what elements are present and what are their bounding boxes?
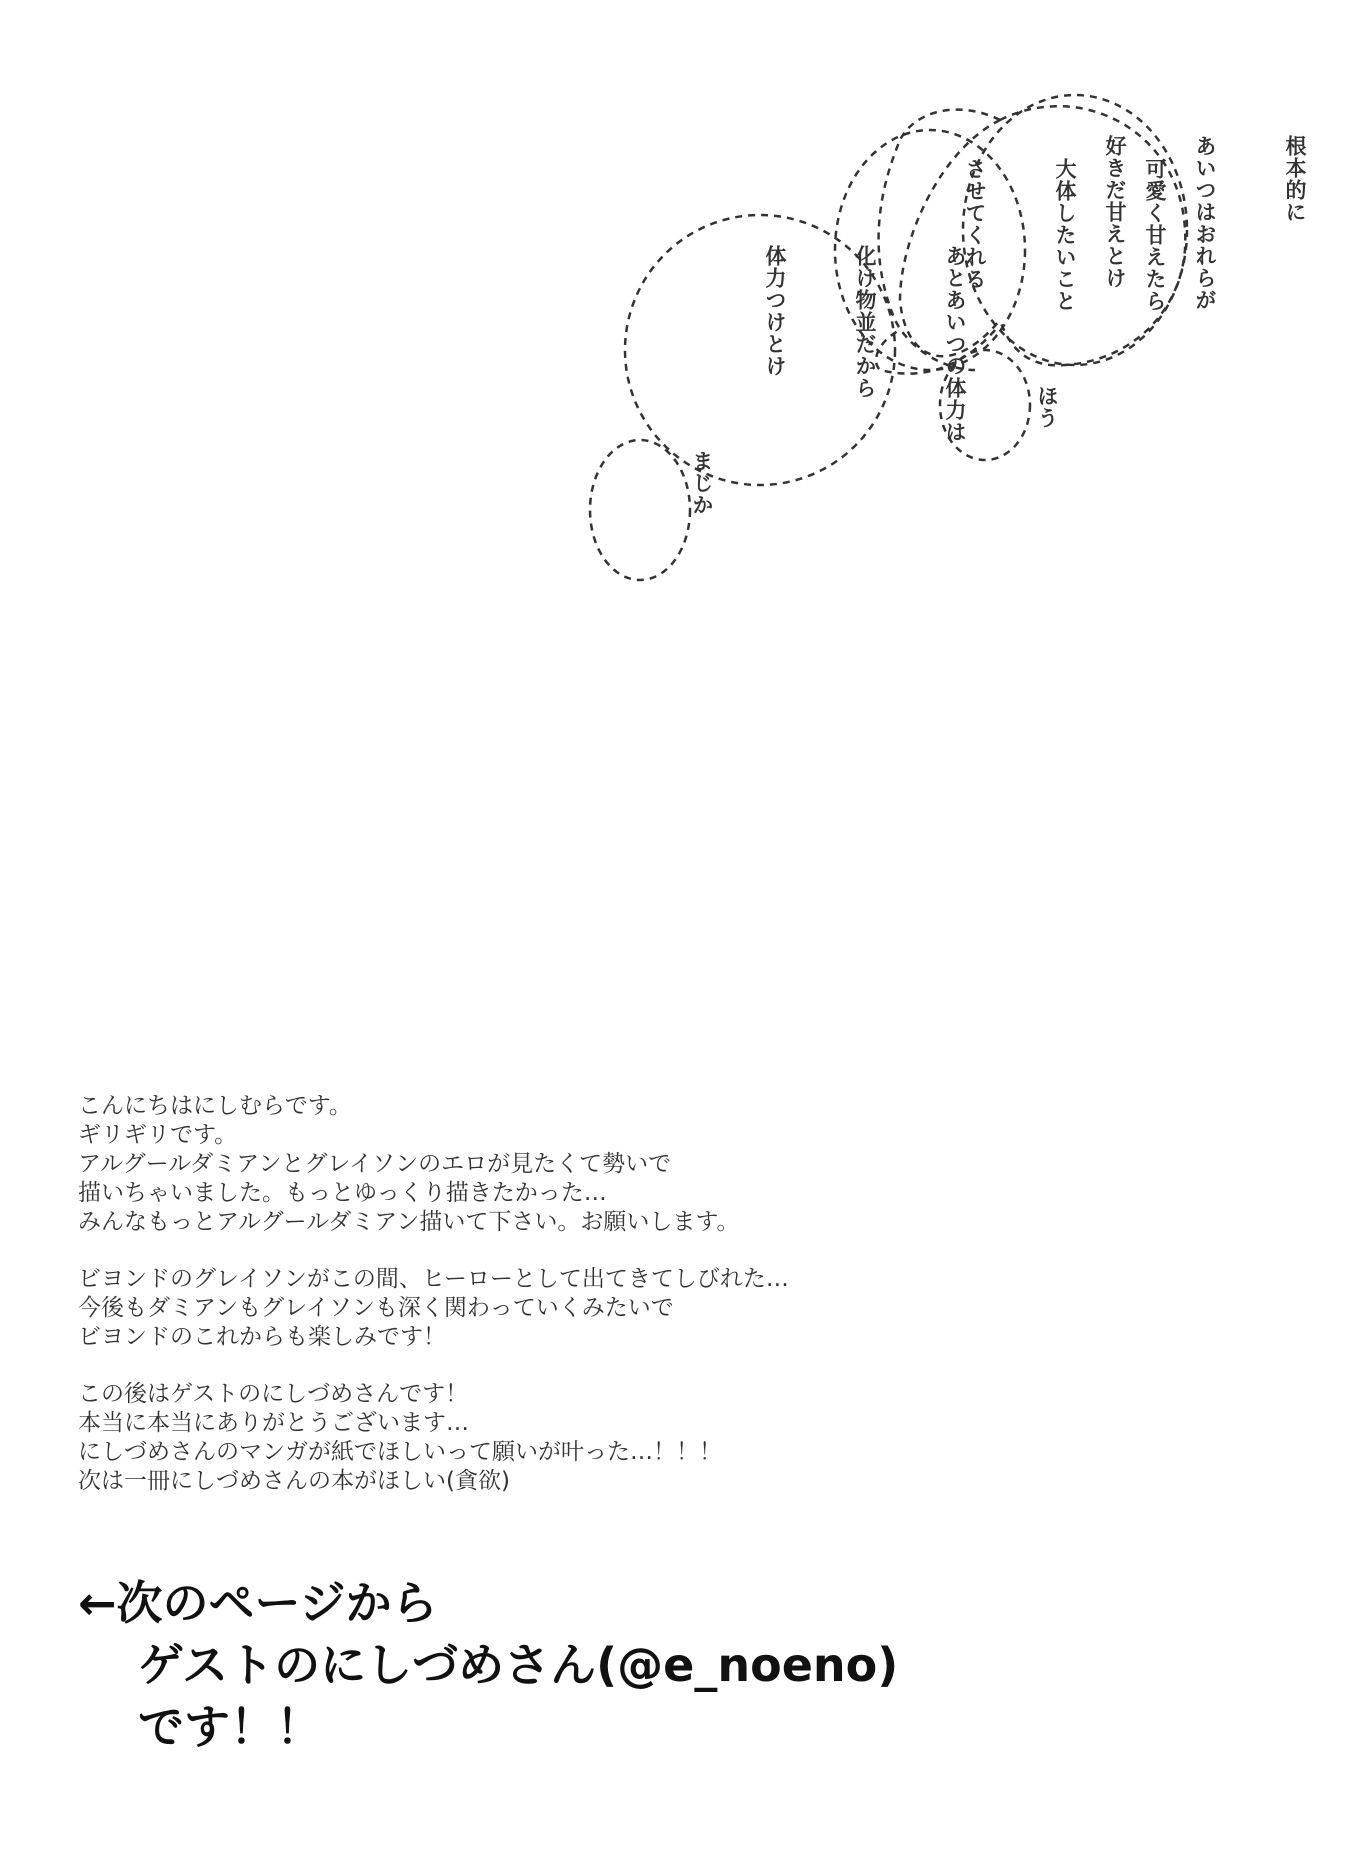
afterword-paragraph-2	[78, 1265, 1078, 1352]
afterword-line: こんにちはにしむらです。	[78, 1093, 352, 1119]
bubble-4-line-1: あとあいつの体力は	[943, 245, 967, 443]
afterword-line: 描いちゃいました。もっとゆっくり描きたかった…	[78, 1180, 607, 1206]
announcement-line-1: ←次のページから	[78, 1576, 438, 1630]
afterword-line: ビヨンドのグレイソンがこの間、ヒーローとして出てきてしびれた…	[78, 1266, 789, 1292]
announcement-line-3: です！！	[138, 1700, 322, 1754]
bubble-4-line-2: 化け物並だから	[853, 245, 877, 399]
guest-announcement	[78, 1572, 898, 1758]
afterword-line: 今後もダミアンもグレイソンも深く関わっていくみたいで	[78, 1295, 674, 1321]
bubble-2-line-1: 可愛く甘えたら	[1143, 158, 1167, 312]
bubble-2-line-3: させてくれる	[963, 158, 987, 290]
bubble-1-line-2: あいつはおれらが	[1193, 135, 1217, 311]
afterword-line: この後はゲストのにしづめさんです！	[78, 1381, 469, 1407]
afterword-line: ギリギリです。	[78, 1122, 238, 1148]
afterword-line: 次は一冊にしづめさんの本がほしい(貪欲)	[78, 1468, 510, 1494]
bubble-4-line-3: 体力つけとけ	[763, 245, 787, 377]
afterword-line: 本当に本当にありがとうございます…	[78, 1410, 469, 1436]
afterword-line: アルグールダミアンとグレイソンのエロが見たくて勢いで	[78, 1151, 672, 1177]
bubble-1-line-3: 好きだ甘えとけ	[1103, 135, 1127, 289]
afterword-paragraph-1	[78, 1092, 1078, 1237]
afterword-paragraph-3	[78, 1380, 1078, 1496]
bubble-5-line-1: まじか	[690, 450, 714, 516]
bubble-3-line-1: ほう	[1035, 385, 1059, 429]
announcement-line-2: ゲストのにしづめさん(@e_noeno)	[138, 1638, 899, 1692]
afterword-line: にしづめさんのマンガが紙でほしいって願いが叶った…！！！	[78, 1439, 722, 1465]
bubble-2-line-2: 大体したいこと	[1053, 158, 1077, 312]
afterword-line: ビヨンドのこれからも楽しみです！	[78, 1324, 446, 1350]
bubble-text-5	[627, 450, 777, 516]
bubble-text-4	[700, 245, 1030, 443]
afterword-line: みんなもっとアルグールダミアン描いて下さい。お願いします。	[78, 1209, 740, 1235]
bubble-1-line-1: 根本的に	[1283, 135, 1307, 223]
afterword-note	[78, 1092, 1078, 1524]
